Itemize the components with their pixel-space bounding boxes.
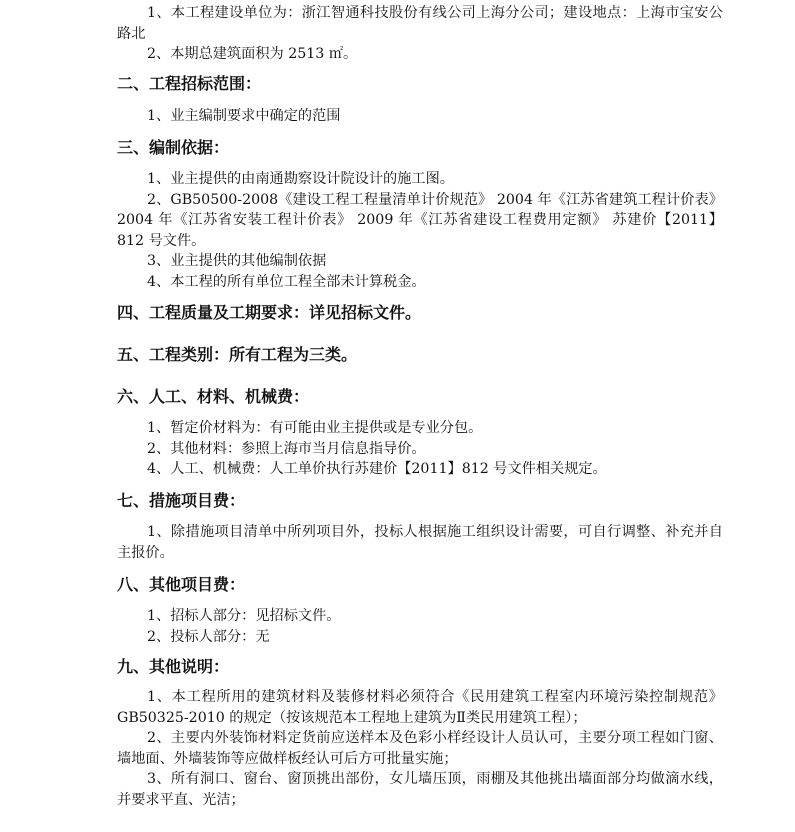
section-category [0, 344, 795, 366]
section-item: 1、除措施项目清单中所列项目外，投标人根据施工组织设计需要，可自行调整、补充并自主报价。 [117, 524, 723, 561]
section-item: 4、本工程的所有单位工程全部未计算税金。 [147, 273, 426, 290]
section-item: 1、暂定价材料为：有可能由业主提供或是专业分包。 [147, 420, 483, 436]
section-heading: 四、工程质量及工期要求：详见招标文件。 [117, 303, 422, 322]
section-bid-scope [0, 73, 795, 127]
section-other-notes [0, 656, 795, 810]
section-measures [0, 490, 795, 563]
intro-block [0, 3, 795, 65]
section-item: 3、业主提供的其他编制依据 [147, 253, 327, 269]
section-other-items [0, 574, 795, 647]
section-item: 1、本工程所用的建筑材料及装修材料必须符合《民用建筑工程室内环境污染控制规范》GB50325-2010 的规定（按该规范本工程地上建筑为Ⅱ类民用建筑工程）； [117, 689, 723, 726]
section-item: 2、主要内外装饰材料定货前应送样本及色彩小样经设计人员认可，主要分项工程如门窗、墙地面、外墙装饰等应做样板经认可后方可批量实施； [117, 730, 723, 767]
section-item: 4、人工、机械费：人工单价执行苏建价【2011】812 号文件相关规定。 [147, 461, 607, 477]
section-item: 3、所有洞口、窗台、窗顶挑出部份，女儿墙压顶，雨棚及其他挑出墙面部分均做滴水线，并要求平直、光洁； [117, 771, 723, 808]
section-basis [0, 137, 795, 292]
section-item: 1、业主编制要求中确定的范围 [147, 108, 341, 124]
section-item: 1、业主提供的由南通勘察设计院设计的施工图。 [147, 171, 454, 187]
section-heading: 九、其他说明： [117, 657, 230, 676]
intro-item-2: 2、本期总建筑面积为 2513 ㎡。 [147, 46, 358, 62]
section-heading: 三、编制依据： [117, 138, 230, 157]
section-item: 2、GB50500-2008《建设工程工程量清单计价规范》 2004 年《江苏省建筑工程计价表》 2004 年《江苏省安装工程计价表》 2009 年《江苏省建设工程费用定额》 苏建价【2011】812 号文件。 [117, 191, 723, 249]
section-item: 2、其他材料：参照上海市当月信息指导价。 [147, 440, 426, 457]
section-quality-period [0, 302, 795, 324]
section-item: 1、招标人部分：见招标文件。 [147, 608, 341, 624]
section-heading: 五、工程类别：所有工程为三类。 [117, 345, 358, 364]
section-heading: 八、其他项目费： [117, 575, 246, 594]
section-labor-materials [0, 386, 795, 480]
intro-item-1: 1、本工程建设单位为：浙江智通科技股份有线公司上海分公司；建设地点：上海市宝安公路北 [117, 5, 723, 42]
section-heading: 七、措施项目费： [117, 491, 246, 510]
section-heading: 二、工程招标范围： [117, 74, 262, 93]
section-heading: 六、人工、材料、机械费： [117, 387, 310, 406]
section-item: 2、投标人部分：无 [147, 628, 270, 645]
